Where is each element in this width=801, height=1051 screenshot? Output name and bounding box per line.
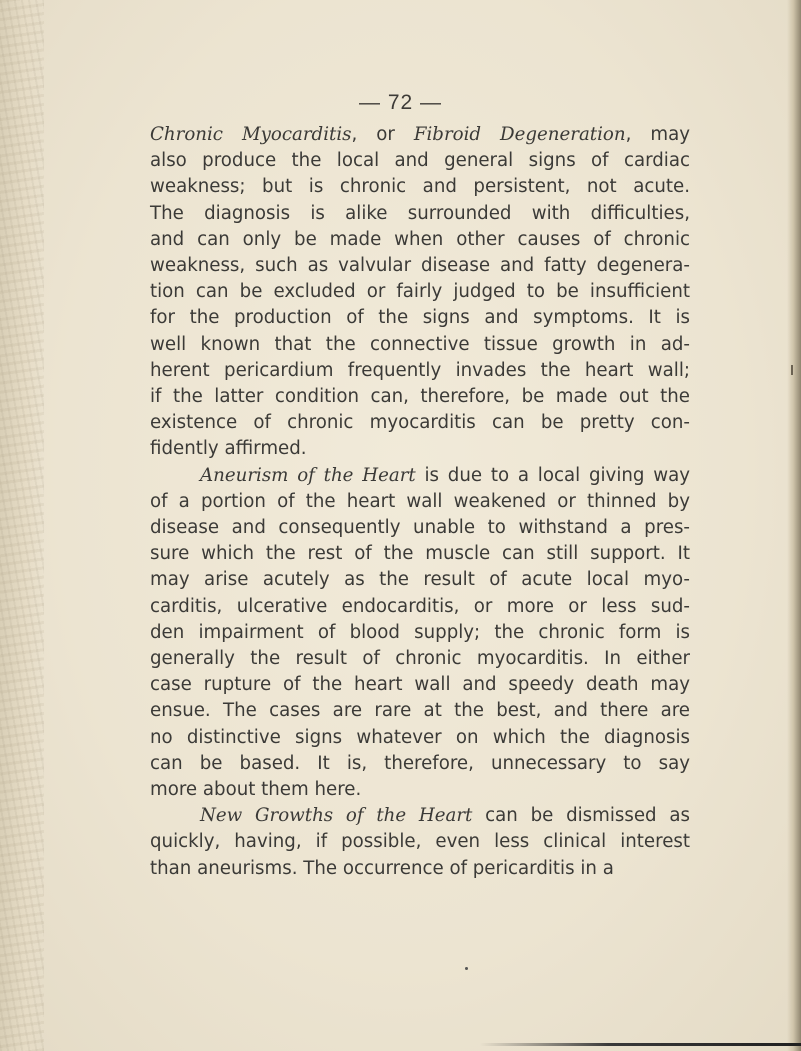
text-line xyxy=(150,489,690,515)
text-run: well known that the connective tissue growth in ad- xyxy=(150,333,690,355)
text-run: can be dismissed as xyxy=(472,805,690,827)
text-run: and can only be made when other causes of chronic xyxy=(150,228,690,250)
text-line xyxy=(150,122,690,148)
text-run: may arise acutely as the result of acute local myo- xyxy=(150,569,690,591)
text-run: weakness, such as valvular disease and fatty degenera- xyxy=(150,255,690,277)
text-run: can be based. It is, therefore, unnecessary to say xyxy=(150,752,690,774)
text-line xyxy=(150,148,690,174)
italic-heading: Fibroid Degeneration xyxy=(413,124,626,145)
text-run: , or xyxy=(351,124,414,145)
text-line xyxy=(150,358,690,384)
text-run: if the latter condition can, therefore, be made out the xyxy=(150,386,690,408)
text-line xyxy=(150,174,690,200)
text-line xyxy=(150,305,690,331)
text-run: herent pericardium frequently invades the heart wall; xyxy=(150,359,690,381)
text-run: generally the result of chronic myocarditis. In either xyxy=(150,648,690,670)
text-line xyxy=(150,620,690,646)
text-line xyxy=(150,384,690,410)
text-line xyxy=(150,436,690,462)
text-run: more about them here. xyxy=(150,779,362,801)
italic-heading: Chronic Myocarditis xyxy=(150,124,352,145)
text-line xyxy=(150,725,690,751)
ink-speck xyxy=(465,967,468,970)
text-run: existence of chronic myocarditis can be pretty con- xyxy=(150,412,690,434)
text-line xyxy=(150,829,690,855)
text-line xyxy=(150,567,690,593)
text-run: disease and consequently unable to withstand a pres- xyxy=(150,517,690,539)
text-line xyxy=(150,672,690,698)
text-line xyxy=(150,698,690,724)
text-line xyxy=(150,515,690,541)
text-line xyxy=(150,332,690,358)
text-run: than aneurisms. The occurrence of pericarditis in a xyxy=(150,857,614,879)
text-line xyxy=(150,227,690,253)
page-left-edge xyxy=(0,0,44,1051)
text-run: case rupture of the heart wall and speedy death may xyxy=(150,674,690,696)
edge-mark xyxy=(791,365,793,375)
text-line xyxy=(150,463,690,489)
text-run: for the production of the signs and symptoms. It is xyxy=(150,307,690,329)
page-right-edge xyxy=(787,0,801,1051)
text-run: fidently affirmed. xyxy=(150,438,307,460)
text-run: The diagnosis is alike surrounded with difficulties, xyxy=(150,202,690,224)
text-run: ensue. The cases are rare at the best, and there are xyxy=(150,700,690,722)
text-run: den impairment of blood supply; the chronic form is xyxy=(150,621,690,643)
text-line xyxy=(150,751,690,777)
text-line xyxy=(150,253,690,279)
text-run: also produce the local and general signs of cardiac xyxy=(150,150,690,172)
text-line xyxy=(150,279,690,305)
text-line xyxy=(150,594,690,620)
text-run: of a portion of the heart wall weakened or thinned by xyxy=(150,490,690,512)
italic-heading: New Growths of the Heart xyxy=(200,805,473,827)
text-run: weakness; but is chronic and persistent, not acute. xyxy=(150,176,690,198)
text-line xyxy=(150,201,690,227)
body-text xyxy=(150,122,690,882)
text-run: quickly, having, if possible, even less clinical interest xyxy=(150,831,690,853)
text-line xyxy=(150,410,690,436)
page-number: — 72 — xyxy=(358,91,443,114)
text-run: no distinctive signs whatever on which the diagnosis xyxy=(150,726,690,748)
text-run: tion can be excluded or fairly judged to be insufficient xyxy=(150,281,690,303)
italic-heading: Aneurism of the Heart xyxy=(200,464,416,486)
text-line xyxy=(150,777,690,803)
text-run: sure which the rest of the muscle can still support. It xyxy=(150,543,690,565)
text-run: is due to a local giving way xyxy=(415,464,691,486)
bottom-shadow-line xyxy=(480,1043,801,1046)
text-line xyxy=(150,646,690,672)
text-line xyxy=(150,856,690,882)
text-run: , may xyxy=(625,124,690,145)
text-line xyxy=(150,541,690,567)
text-line xyxy=(150,803,690,829)
text-run: carditis, ulcerative endocarditis, or more or less sud- xyxy=(150,595,690,617)
